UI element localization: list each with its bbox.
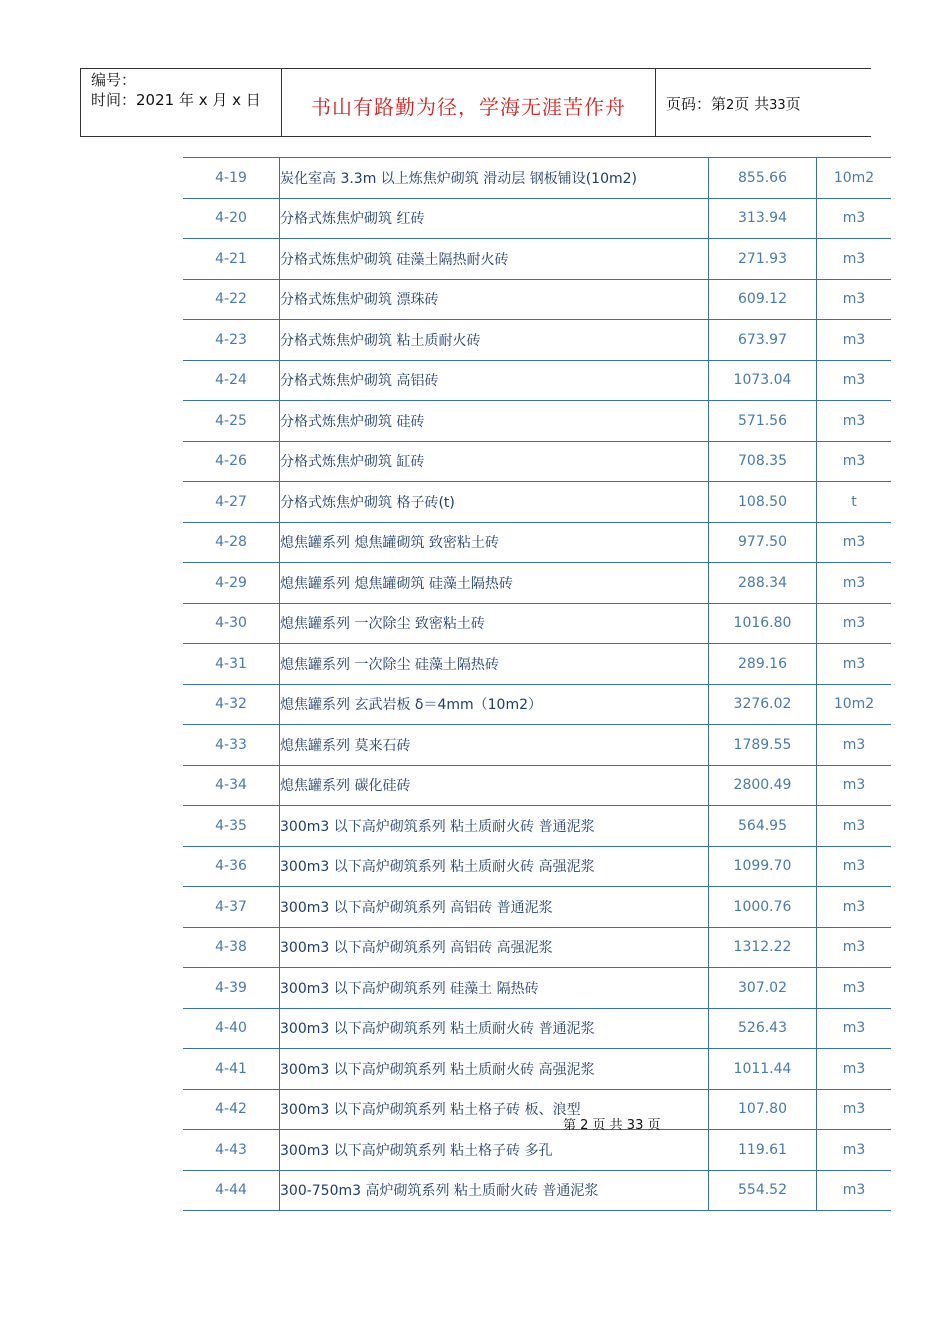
table-row [183,482,891,523]
table-row [183,360,891,401]
item-code: 4-22 [183,279,280,320]
item-name: 300m3 以下高炉砌筑系列 粘土质耐火砖 高强泥浆 [280,1049,709,1090]
item-name: 300m3 以下高炉砌筑系列 粘土质耐火砖 普通泥浆 [280,1008,709,1049]
item-name: 300m3 以下高炉砌筑系列 高铝砖 普通泥浆 [280,887,709,928]
item-unit: m3 [817,1089,892,1130]
item-unit: m3 [817,563,892,604]
item-name: 熄焦罐系列 熄焦罐砌筑 致密粘土砖 [280,522,709,563]
item-code: 4-23 [183,320,280,361]
table-row [183,887,891,928]
item-price: 1099.70 [709,846,817,887]
item-price: 1312.22 [709,927,817,968]
item-unit: m3 [817,1049,892,1090]
item-name: 300m3 以下高炉砌筑系列 高铝砖 高强泥浆 [280,927,709,968]
table-row [183,927,891,968]
item-code: 4-25 [183,401,280,442]
item-price: 708.35 [709,441,817,482]
page-header [80,68,871,137]
item-unit: 10m2 [817,158,892,199]
item-name: 熄焦罐系列 熄焦罐砌筑 硅藻土隔热砖 [280,563,709,604]
page-suffix: 页 [785,95,801,113]
item-price: 2800.49 [709,765,817,806]
motto-text: 书山有路勤为径，学海无涯苦作舟 [311,95,626,119]
item-name: 分格式炼焦炉砌筑 缸砖 [280,441,709,482]
table-row [183,1170,891,1211]
item-code: 4-29 [183,563,280,604]
item-unit: m3 [817,279,892,320]
item-price: 526.43 [709,1008,817,1049]
item-unit: m3 [817,725,892,766]
item-name: 分格式炼焦炉砌筑 红砖 [280,198,709,239]
item-unit: m3 [817,522,892,563]
item-price: 289.16 [709,644,817,685]
item-name: 300m3 以下高炉砌筑系列 粘土质耐火砖 高强泥浆 [280,846,709,887]
item-name: 300m3 以下高炉砌筑系列 硅藻土 隔热砖 [280,968,709,1009]
item-price: 554.52 [709,1170,817,1211]
item-code: 4-26 [183,441,280,482]
item-unit: m3 [817,927,892,968]
item-unit: m3 [817,806,892,847]
item-name: 300m3 以下高炉砌筑系列 粘土质耐火砖 普通泥浆 [280,806,709,847]
table-row [183,684,891,725]
item-price: 108.50 [709,482,817,523]
table-row [183,158,891,199]
table-row [183,401,891,442]
time-label: 时间：2021 年 x 月 x 日 [91,91,261,109]
item-code: 4-27 [183,482,280,523]
item-code: 4-36 [183,846,280,887]
item-name: 300m3 以下高炉砌筑系列 粘土格子砖 多孔 [280,1130,709,1171]
table-row [183,765,891,806]
item-name: 分格式炼焦炉砌筑 硅砖 [280,401,709,442]
item-unit: m3 [817,1170,892,1211]
item-unit: m3 [817,441,892,482]
item-unit: m3 [817,887,892,928]
item-code: 4-43 [183,1130,280,1171]
table-row [183,1130,891,1171]
item-price: 673.97 [709,320,817,361]
item-price: 977.50 [709,522,817,563]
item-name: 熄焦罐系列 碳化硅砖 [280,765,709,806]
item-code: 4-33 [183,725,280,766]
item-price: 3276.02 [709,684,817,725]
item-price: 609.12 [709,279,817,320]
item-price: 1000.76 [709,887,817,928]
table-row [183,279,891,320]
item-name: 分格式炼焦炉砌筑 漂珠砖 [280,279,709,320]
number-label: 编号： [91,71,137,89]
item-name: 熄焦罐系列 莫来石砖 [280,725,709,766]
footer-page-number: 第 2 页 共 33 页 [563,1118,661,1133]
item-code: 4-44 [183,1170,280,1211]
table-row [183,522,891,563]
item-name: 分格式炼焦炉砌筑 硅藻土隔热耐火砖 [280,239,709,280]
table-row [183,320,891,361]
header-meta [81,69,282,136]
item-name: 熄焦罐系列 玄武岩板 δ＝4mm（10m2） [280,684,709,725]
item-unit: m3 [817,360,892,401]
table-row [183,725,891,766]
item-unit: m3 [817,603,892,644]
item-price: 855.66 [709,158,817,199]
item-unit: m3 [817,644,892,685]
item-code: 4-39 [183,968,280,1009]
item-unit: m3 [817,1008,892,1049]
page-prefix: 页码：第 [666,95,727,113]
item-code: 4-19 [183,158,280,199]
table-row [183,846,891,887]
item-price: 271.93 [709,239,817,280]
price-table [183,157,891,1211]
item-price: 564.95 [709,806,817,847]
item-unit: m3 [817,401,892,442]
table-row [183,806,891,847]
item-code: 4-42 [183,1089,280,1130]
item-code: 4-40 [183,1008,280,1049]
item-price: 313.94 [709,198,817,239]
item-code: 4-37 [183,887,280,928]
item-unit: m3 [817,320,892,361]
item-name: 炭化室高 3.3m 以上炼焦炉砌筑 滑动层 钢板铺设(10m2) [280,158,709,199]
table-row [183,563,891,604]
item-price: 307.02 [709,968,817,1009]
table-row [183,644,891,685]
item-unit: m3 [817,968,892,1009]
table-row [183,603,891,644]
item-name: 300-750m3 高炉砌筑系列 粘土质耐火砖 普通泥浆 [280,1170,709,1211]
item-price: 1011.44 [709,1049,817,1090]
item-price: 1073.04 [709,360,817,401]
item-price: 288.34 [709,563,817,604]
page-total: 33 [769,98,786,113]
item-name: 300m3 以下高炉砌筑系列 粘土格子砖 板、浪型 [280,1089,709,1130]
item-code: 4-34 [183,765,280,806]
item-price: 1789.55 [709,725,817,766]
item-price: 107.80 [709,1089,817,1130]
item-unit: t [817,482,892,523]
table-row [183,968,891,1009]
table-row [183,1089,891,1130]
item-name: 分格式炼焦炉砌筑 格子砖(t) [280,482,709,523]
item-name: 分格式炼焦炉砌筑 高铝砖 [280,360,709,401]
item-unit: m3 [817,198,892,239]
item-unit: m3 [817,1130,892,1171]
item-price: 571.56 [709,401,817,442]
item-code: 4-35 [183,806,280,847]
item-code: 4-32 [183,684,280,725]
page-mid: 页 共 [734,95,770,113]
item-code: 4-20 [183,198,280,239]
item-unit: m3 [817,846,892,887]
table-row [183,1049,891,1090]
item-code: 4-38 [183,927,280,968]
item-name: 熄焦罐系列 一次除尘 致密粘土砖 [280,603,709,644]
page-current: 2 [726,98,735,113]
item-unit: m3 [817,239,892,280]
item-name: 分格式炼焦炉砌筑 粘土质耐火砖 [280,320,709,361]
price-table-body [183,158,891,1211]
item-price: 119.61 [709,1130,817,1171]
item-unit: 10m2 [817,684,892,725]
item-code: 4-24 [183,360,280,401]
item-unit: m3 [817,765,892,806]
item-code: 4-28 [183,522,280,563]
item-price: 1016.80 [709,603,817,644]
header-page-info [656,69,871,136]
item-code: 4-31 [183,644,280,685]
header-motto [282,69,656,136]
item-code: 4-21 [183,239,280,280]
table-row [183,198,891,239]
page-number-info [666,93,801,114]
table-row [183,239,891,280]
item-code: 4-30 [183,603,280,644]
item-name: 熄焦罐系列 一次除尘 硅藻土隔热砖 [280,644,709,685]
table-row [183,441,891,482]
table-row [183,1008,891,1049]
item-code: 4-41 [183,1049,280,1090]
